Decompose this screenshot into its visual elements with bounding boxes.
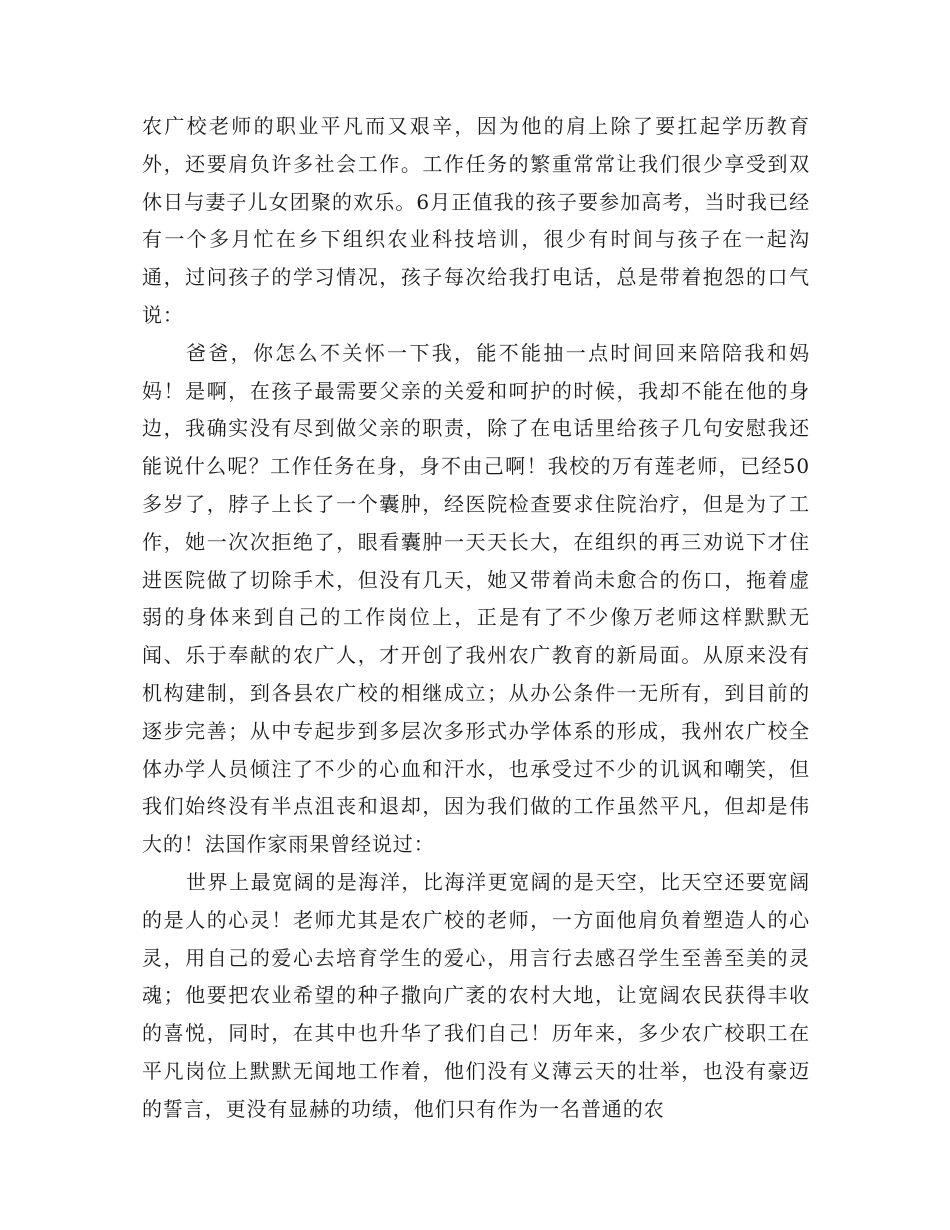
paragraph-2: 爸爸，你怎么不关怀一下我，能不能抽一点时间回来陪陪我和妈妈！是啊，在孩子最需要父亲的关爱和呵护的时候，我却不能在他的身边，我确实没有尽到做父亲的职责，除了在电话里给孩子几句安慰我还能说什么呢？工作任务在身，身不由己啊！我校的万有莲老师，已经50多岁了，脖子上长了一个囊肿，经医院检查要求住院治疗，但是为了工作，她一次次拒绝了，眼看囊肿一天天长大，在组织的再三劝说下才住进医院做了切除手术，但没有几天，她又带着尚未愈合的伤口，拖着虚弱的身体来到自己的工作岗位上，正是有了不少像万老师这样默默无闻、乐于奉献的农广人，才开创了我州农广教育的新局面。从原来没有机构建制，到各县农广校的相继成立；从办公条件一无所有，到目前的逐步完善；从中专起步到多层次多形式办学体系的形成，我州农广校全体办学人员倾注了不少的心血和汗水，也承受过不少的讥讽和嘲笑，但我们始终没有半点沮丧和退却，因为我们做的工作虽然平凡，但却是伟大的！法国作家雨果曾经说过： [142, 340, 810, 857]
paragraph-3: 世界上最宽阔的是海洋，比海洋更宽阔的是天空，比天空还要宽阔的是人的心灵！老师尤其是农广校的老师，一方面他肩负着塑造人的心灵，用自己的爱心去培育学生的爱心，用言行去感召学生至善至美的灵魂；他要把农业希望的种子撒向广袤的农村大地，让宽阔农民获得丰收的喜悦，同时，在其中也升华了我们自己！历年来，多少农广校职工在平凡岗位上默默无闻地工作着，他们没有义薄云天的壮举，也没有豪迈的誓言，更没有显赫的功绩，他们只有作为一名普通的农 [142, 869, 810, 1121]
document-body [142, 108, 810, 1129]
paragraph-1: 农广校老师的职业平凡而又艰辛，因为他的肩上除了要扛起学历教育外，还要肩负许多社会工作。工作任务的繁重常常让我们很少享受到双休日与妻子儿女团聚的欢乐。6月正值我的孩子要参加高考，当时我已经有一个多月忙在乡下组织农业科技培训，很少有时间与孩子在一起沟通，过问孩子的学习情况，孩子每次给我打电话，总是带着抱怨的口气说： [142, 114, 810, 327]
